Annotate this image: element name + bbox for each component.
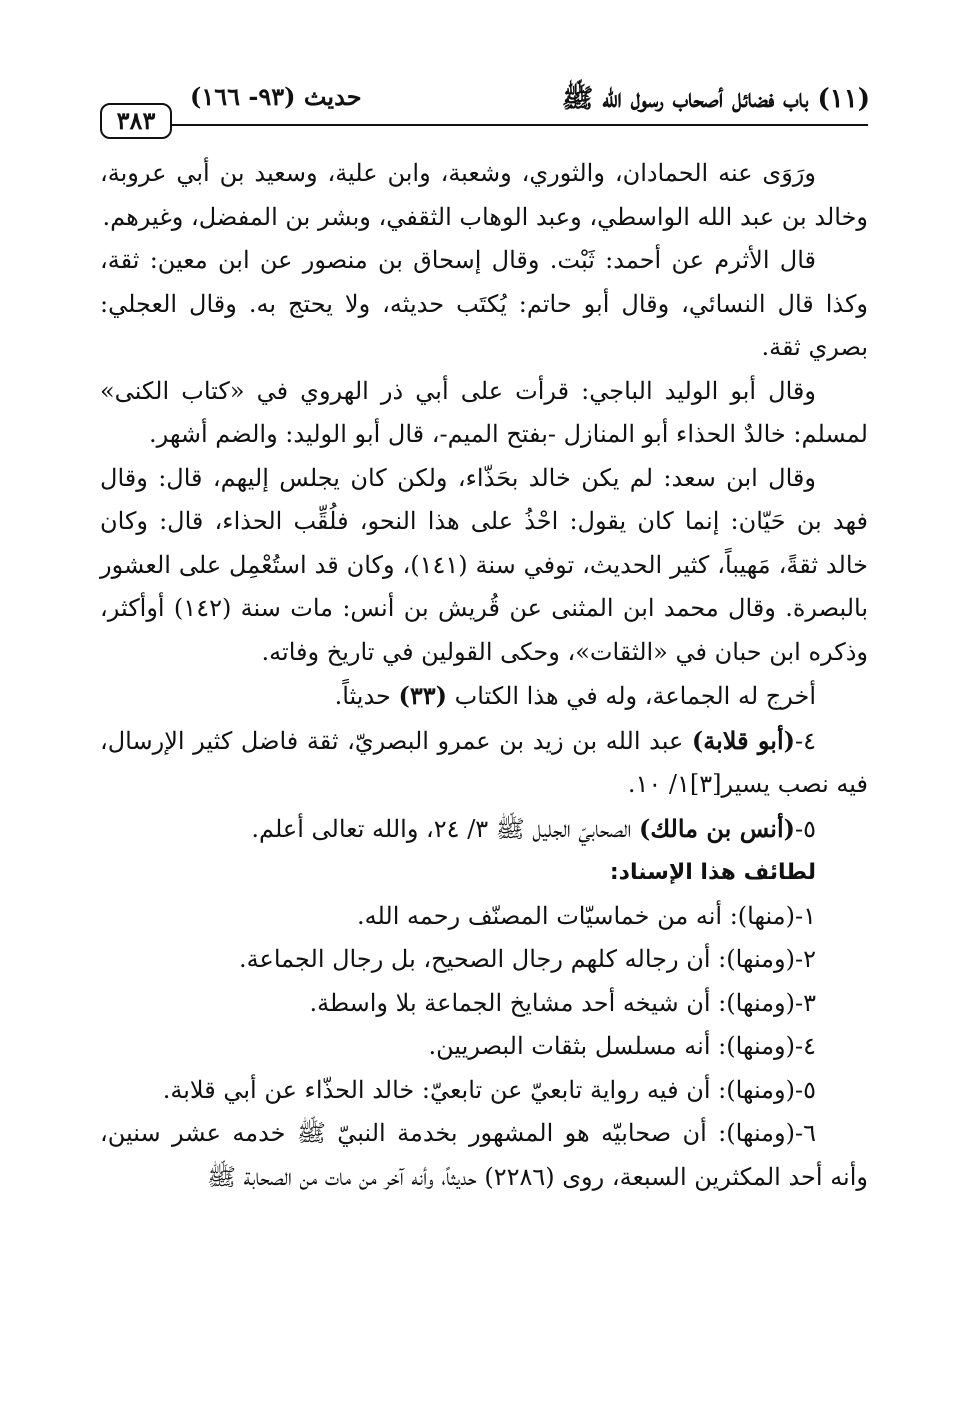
text-segment: ٢-(ومنها): أن رجاله كلهم رجال الصحيح، بل رجال الجماعة. bbox=[239, 945, 816, 973]
paragraph bbox=[100, 938, 868, 982]
paragraph bbox=[100, 982, 868, 1026]
page-number: ٣٨٣ bbox=[100, 103, 172, 139]
paragraph bbox=[100, 674, 868, 719]
text-segment: عبد الله بن زيد بن عمرو البصريّ، ثقة فاضل كثير الإرسال، فيه نصب يسير[٣]١/ ١٠. bbox=[100, 726, 868, 798]
text-segment: ٦-(ومنها): أن صحابيّه هو المشهور بخدمة النبيّ ﷺ خدمه عشر سنين، وأنه أحد المكثرين السبعة، روى (٢٢٨٦) حديثاً، وأنه آخر من مات من الصحابة ﷺ bbox=[100, 1119, 868, 1191]
text-segment: أخرج له الجماعة، وله في هذا الكتاب bbox=[447, 682, 816, 710]
text-segment: ١-(منها): أنه من خماسيّات المصنّف رحمه الله. bbox=[356, 901, 816, 930]
text-segment: قال الأثرم عن أحمد: ثَبْت. وقال إسحاق بن منصور عن ابن معين: ثقة، وكذا قال النسائي، وقال أبو حاتم: يُكتَب حديثه، ولا يحتج به. وقال العجلي: بصري ثقة. bbox=[100, 246, 868, 361]
paragraph bbox=[100, 1025, 868, 1069]
text-segment: حديثاً. bbox=[334, 682, 399, 710]
header-divider bbox=[170, 124, 868, 126]
paragraph bbox=[100, 1112, 868, 1199]
bold-segment: (أبو قلابة) bbox=[691, 725, 795, 755]
text-segment: ورَوَى عنه الحمادان، والثوري، وشعبة، وابن علية، وسعيد بن أبي عروبة، وخالد بن عبد الله الواسطي، وعبد الوهاب الثقفي، وبشر بن المفضل، وغيرهم. bbox=[100, 159, 868, 231]
paragraph bbox=[100, 1069, 868, 1113]
text-segment: ٣-(ومنها): أن شيخه أحد مشايخ الجماعة بلا واسطة. bbox=[309, 988, 816, 1017]
text-segment: الصحابيّ الجليل ﷺ ٣/ ٢٤، والله تعالى أعلم. bbox=[251, 814, 639, 843]
hadith-range: حديث (٩٣- ١٦٦) bbox=[190, 82, 362, 111]
text-segment: ٥-(ومنها): أن فيه رواية تابعيّ عن تابعيّ: خالد الحذّاء عن أبي قلابة. bbox=[162, 1075, 816, 1104]
paragraph bbox=[100, 719, 868, 807]
running-header bbox=[100, 78, 870, 122]
text-segment: وقال ابن سعد: لم يكن خالد بحَذّاء، ولكن كان يجلس إليهم، قال: وقال فهد بن حَيّان: إنما كان يقول: احْذُ على هذا النحو، فلُقِّب الحذاء، قال: وكان خالد ثقةً، مَهيباً، كثير الحديث، توفي سنة (١٤١)، وكان قد استُعْمِل على العشور بالبصرة. وقال محمد ابن المثنى عن قُريش بن أنس: مات سنة (١٤٢) أوأكثر، وذكره ابن حبان في «الثقات»، وحكى القولين في تاريخ وفاته. bbox=[100, 463, 868, 666]
text-segment: لطائف هذا الإسناد: bbox=[609, 860, 816, 885]
body-text bbox=[100, 152, 868, 1199]
paragraph bbox=[100, 895, 868, 939]
text-segment: ٤- bbox=[795, 726, 816, 755]
paragraph bbox=[100, 457, 868, 675]
text-segment: ٥- bbox=[795, 814, 816, 843]
paragraph bbox=[100, 370, 868, 457]
bold-segment: (٣٣) bbox=[398, 681, 448, 710]
paragraph bbox=[100, 152, 868, 239]
text-segment: ٤-(ومنها): أنه مسلسل بثقات البصريين. bbox=[428, 1032, 816, 1060]
section-heading bbox=[100, 851, 868, 895]
text-segment: وقال أبو الوليد الباجي: قرأت على أبي ذر الهروي في «كتاب الكنى» لمسلم: خالدٌ الحذاء أبو المنازل -بفتح الميم-، قال أبو الوليد: والضم أشهر. bbox=[100, 376, 868, 448]
chapter-title: (١١) باب فضائل أصحاب رسول الله ﷺ bbox=[561, 84, 870, 114]
paragraph bbox=[100, 239, 868, 370]
bold-segment: (أنس بن مالك) bbox=[638, 813, 795, 843]
paragraph bbox=[100, 807, 868, 852]
